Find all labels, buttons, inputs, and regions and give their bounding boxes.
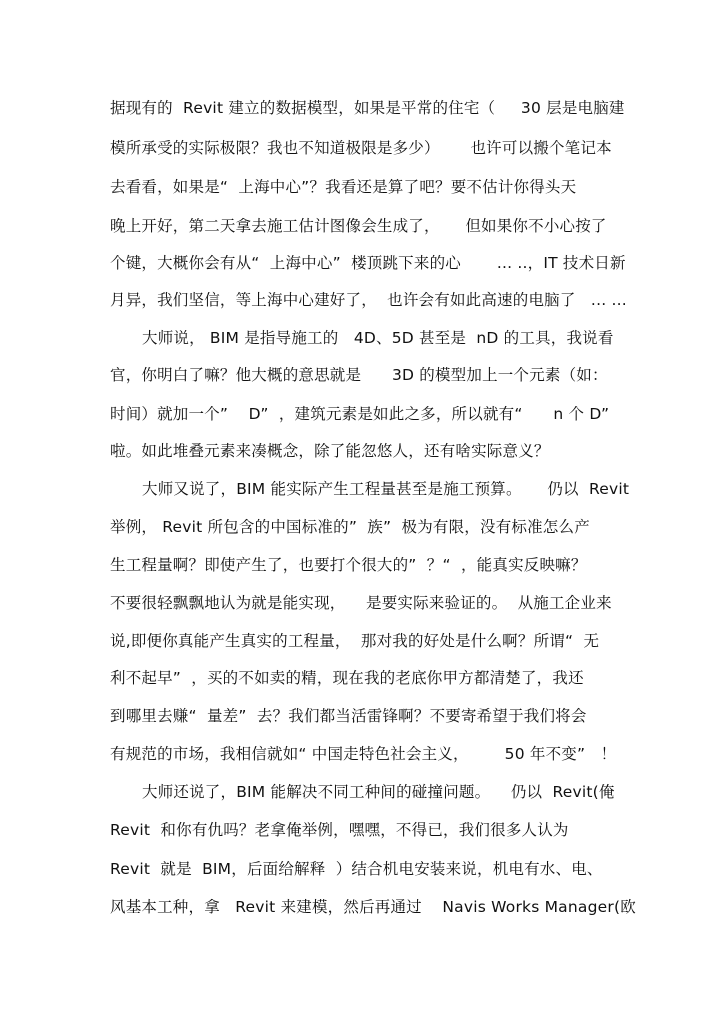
text-line-20: Revit 和你有仇吗？老拿俺举例，嘿嘿，不得已，我们很多人认为 — [110, 821, 569, 839]
text-line-6: 月异，我们坚信，等上海中心建好了， 也许会有如此高速的电脑了 ... ... — [110, 291, 627, 309]
text-line-9: 时间）就加一个” D” ，建筑元素是如此之多，所以就有“ n 个 D” — [110, 405, 610, 423]
text-line-8: 官，你明白了嘛？他大概的意思就是 3D 的模型加上一个元素（如： — [110, 366, 608, 384]
text-line-7: 大师说， BIM 是指导施工的 4D、5D 甚至是 nD 的工具，我说看 — [142, 329, 614, 347]
text-line-19: 大师还说了，BIM 能解决不同工种间的碰撞问题。 仍以 Revit(俺 — [142, 783, 615, 801]
text-line-12: 举例， Revit 所包含的中国标准的” 族” 极为有限，没有标准怎么产 — [110, 518, 590, 536]
text-line-16: 利不起早” ，买的不如卖的精，现在我的老底你甲方都清楚了，我还 — [110, 669, 584, 687]
text-line-17: 到哪里去赚“ 量差” 去？我们都当活雷锋啊？不要寄希望于我们将会 — [110, 707, 587, 725]
text-line-5: 个键，大概你会有从“ 上海中心” 楼顶跳下来的心 ... ..，IT 技术日新 — [110, 254, 626, 272]
text-line-22: 风基本工种，拿 Revit 来建模，然后再通过 Navis Works Manager(欧 — [110, 898, 636, 916]
text-line-11: 大师又说了，BIM 能实际产生工程量甚至是施工预算。 仍以 Revit — [142, 480, 630, 498]
text-line-15: 说,即便你真能产生真实的工程量， 那对我的好处是什么啊？所谓“ 无 — [110, 632, 600, 650]
text-line-3: 去看看，如果是“ 上海中心”？我看还是算了吧？要不估计你得头天 — [110, 178, 577, 196]
text-line-18: 有规范的市场，我相信就如“ 中国走特色社会主义， 50 年不变” ！ — [110, 745, 617, 763]
text-line-2: 模所承受的实际极限？我也不知道极限是多少） 也许可以搬个笔记本 — [110, 139, 612, 157]
text-line-1: 据现有的 Revit 建立的数据模型，如果是平常的住宅（ 30 层是电脑建 — [110, 99, 625, 117]
text-line-10: 啦。如此堆叠元素来凑概念，除了能忽悠人，还有啥实际意义？ — [110, 442, 550, 460]
text-line-14: 不要很轻飘飘地认为就是能实现， 是要实际来验证的。 从施工企业来 — [110, 594, 612, 612]
text-line-13: 生工程量啊？即使产生了，也要打个很大的” ？“ ，能真实反映嘛？ — [110, 556, 587, 574]
text-line-4: 晚上开好，第二天拿去施工估计图像会生成了， 但如果你不小心按了 — [110, 217, 607, 235]
text-line-21: Revit 就是 BIM，后面给解释 ）结合机电安装来说，机电有水、电、 — [110, 860, 603, 878]
